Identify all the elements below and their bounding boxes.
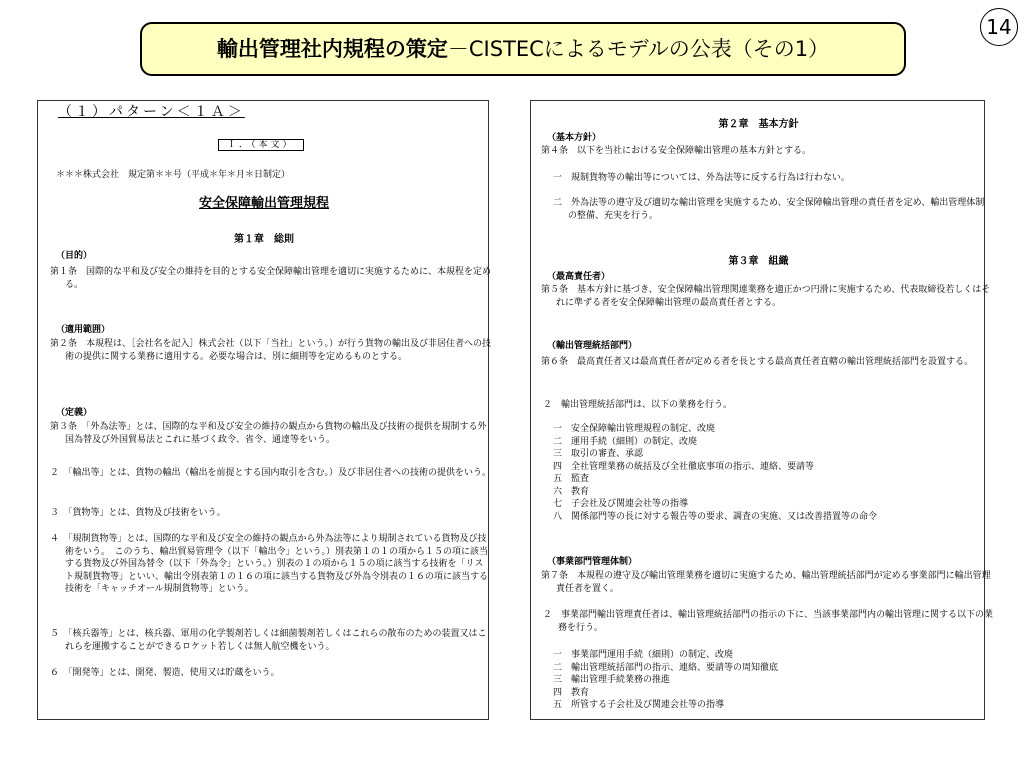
definition-3: ３ 「貨物等」とは、貨物及び技術をいう。 bbox=[50, 508, 226, 518]
article-3: 第３条 「外為法等」とは、国際的な平和及び安全の維持の観点から貨物の輸出及び技術の提供を規制する外国為替及び外国貿易法とこれに基づく政令、省令、通達等をいう。 bbox=[50, 422, 487, 445]
list-item: 三 取引の審査、承認 bbox=[553, 449, 644, 459]
list-item: 一 事業部門運用手続（細則）の制定、改廃 bbox=[553, 650, 734, 660]
article-6-item-list bbox=[553, 423, 877, 523]
definition-4: ４ 「規制貨物等」とは、国際的な平和及び安全の維持の観点から外為法等により規制されている貨物及び技術をいう。 このうち、輸出貿易管理令（以下「輸出令」という。）別表第１の１の項から１５の項に該当する貨物及び外国為替令（以下「外為令」という。）別表の１の項から１５の項に該当する技術を「リスト規制貨物等」といい、輸出令別表第１の１６の項に該当する貨物及び外為令別表の１６の項に該当する技術を「キャッチオール規制貨物等」という。 bbox=[50, 534, 489, 594]
chapter-3-heading: 第３章 組織 bbox=[728, 256, 789, 267]
list-item: 五 監査 bbox=[553, 474, 590, 484]
article-7-item-list bbox=[553, 649, 778, 712]
pattern-heading: （１）パターン＜１Ａ＞ bbox=[58, 104, 245, 120]
left-document-panel bbox=[37, 100, 492, 720]
list-item: 五 所管する子会社及び関連会社等の指導 bbox=[553, 700, 725, 710]
document-title: 安全保障輸出管理規程 bbox=[198, 196, 329, 211]
article-4-item-2: 二 外為法等の遵守及び適切な輸出管理を実施するため、安全保障輸出管理の責任者を定め、輸出管理体制の整備、充実を行う。 bbox=[553, 198, 985, 221]
chapter-1-heading: 第１章 総則 bbox=[234, 234, 294, 245]
article-5: 第５条 基本方針に基づき、安全保障輸出管理関連業務を適正かつ円滑に実施するため、代表取締役若しくはそれに準ずる者を安全保障輸出管理の最高責任者とする。 bbox=[541, 285, 991, 308]
company-line: ＊＊＊株式会社 規定第＊＊号（平成＊年＊月＊日制定） bbox=[56, 170, 291, 180]
list-item: 八 関係部門等の長に対する報告等の要求、調査の実施、又は改善措置等の命令 bbox=[553, 511, 878, 522]
list-item: 二 輸出管理統括部門の指示、連絡、要請等の周知徹底 bbox=[553, 662, 779, 673]
page-number: 14 bbox=[980, 8, 1018, 46]
business-unit-heading: （事業部門管理体制） bbox=[547, 557, 638, 567]
dept-heading: （輸出管理統括部門） bbox=[547, 341, 638, 351]
title-main: 輸出管理社内規程の策定 bbox=[216, 37, 448, 61]
article-7-para-2: ２ 事業部門輸出管理責任者は、輸出管理統括部門の指示の下に、当該事業部門内の輸出管理に関する以下の業務を行う。 bbox=[543, 610, 994, 633]
list-item: 三 輸出管理手続業務の推進 bbox=[553, 675, 671, 685]
article-6-para-2: ２ 輸出管理統括部門は、以下の業務を行う。 bbox=[543, 400, 733, 410]
right-document-panel bbox=[530, 100, 994, 720]
policy-heading: （基本方針） bbox=[547, 133, 602, 143]
list-item: 七 子会社及び関連会社等の指導 bbox=[553, 499, 689, 509]
scope-heading: （適用範囲） bbox=[56, 325, 111, 335]
definitions-heading: （定義） bbox=[56, 408, 93, 418]
definition-5: ５ 「核兵器等」とは、核兵器、軍用の化学製剤若しくは細菌製剤若しくはこれらの散布のための装置又はこれらを運搬することができるロケット若しくは無人航空機をいう。 bbox=[50, 629, 487, 652]
list-item: 二 運用手続（細則）の制定、改廃 bbox=[553, 436, 698, 447]
purpose-heading: （目的） bbox=[56, 251, 93, 261]
article-6: 第６条 最高責任者又は最高責任者が定める者を長とする最高責任者直轄の輸出管理統括部門を設置する。 bbox=[541, 357, 974, 367]
definition-2: ２ 「輸出等」とは、貨物の輸出（輸出を前提とする国内取引を含む。）及び非居住者への技術の提供をいう。 bbox=[50, 468, 492, 478]
list-item: 四 教育 bbox=[553, 687, 590, 698]
title-sub: －CISTECによるモデルの公表（その1） bbox=[447, 37, 830, 61]
article-7: 第７条 本規程の遵守及び輸出管理業務を適切に実施するため、輸出管理統括部門が定める事業部門に輸出管理責任者を置く。 bbox=[541, 571, 991, 594]
chief-heading: （最高責任者） bbox=[547, 272, 611, 282]
section-label: Ｉ．（本文） bbox=[218, 139, 304, 151]
list-item: 四 全社管理業務の統括及び全社徹底事項の指示、連絡、要請等 bbox=[553, 461, 815, 472]
list-item: 一 安全保障輸出管理規程の制定、改廃 bbox=[553, 424, 716, 434]
article-4-item-1: 一 規制貨物等の輸出等については、外為法等に反する行為は行わない。 bbox=[553, 173, 850, 183]
article-1: 第１条 国際的な平和及び安全の維持を目的とする安全保障輸出管理を適切に実施するために、本規程を定める。 bbox=[50, 267, 492, 290]
chapter-2-heading: 第２章 基本方針 bbox=[718, 119, 799, 130]
article-4: 第４条 以下を当社における安全保障輸出管理の基本方針とする。 bbox=[541, 146, 812, 156]
definition-6: ６ 「開発等」とは、開発、製造、使用又は貯蔵をいう。 bbox=[50, 668, 280, 678]
article-2: 第２条 本規程は、［会社名を記入］株式会社（以下「当社」という。）が行う貨物の輸出及び非居住者への技術の提供に関する業務に適用する。必要な場合は、別に細則等を定めるものとする。 bbox=[50, 339, 492, 362]
slide-title bbox=[140, 22, 906, 76]
list-item: 六 教育 bbox=[553, 486, 590, 497]
